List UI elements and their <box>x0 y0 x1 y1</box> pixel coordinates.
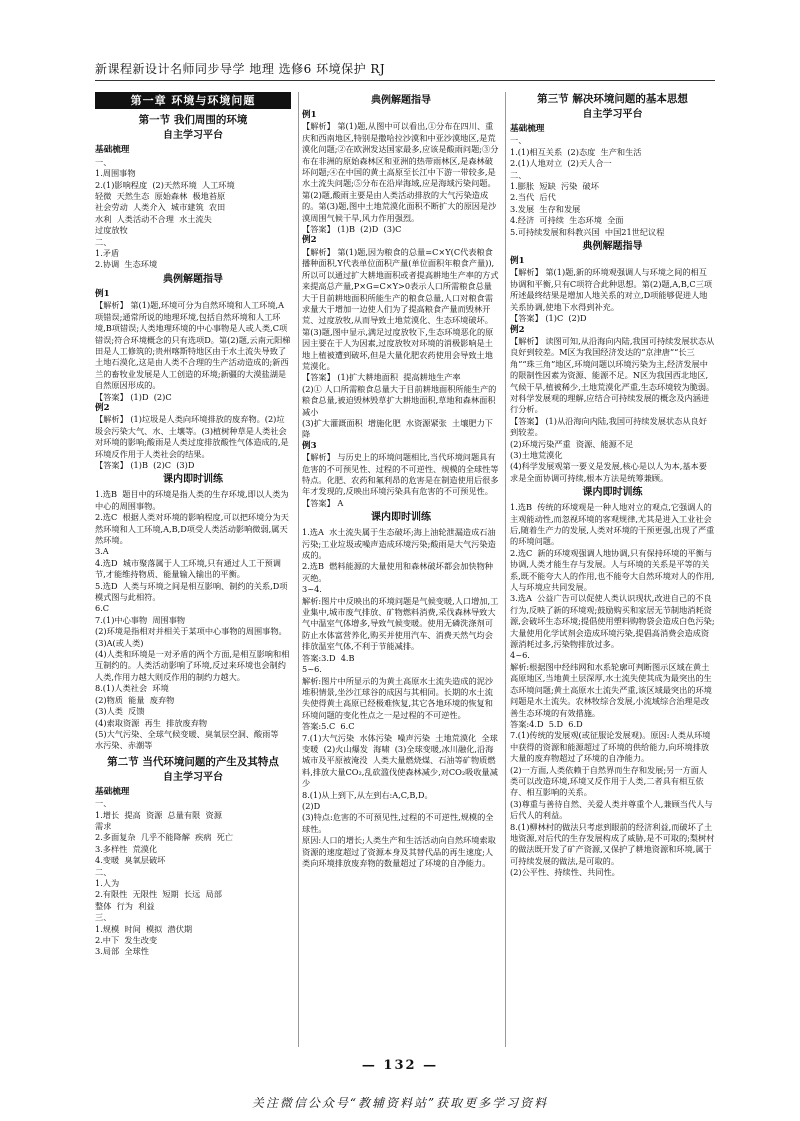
subsection-heading: 课内即时训练 <box>163 474 223 486</box>
text-line: 解析:图片中所显示的为黄土高原水土流失造成的泥沙堆积情景,坐沙江球谷的成因与其相同。长期的水土流失使得黄土高原已经极难恢复,其它各地环境的恢复和环境问题的变化性点之一是过程的不可逆性。 <box>302 675 494 720</box>
examples <box>510 256 715 484</box>
text-line: 1.增长 提高 资源 总量有限 资源 <box>95 809 222 820</box>
text-line: (2)环境是指相对并相关于某项中心事物的周围事物。 <box>95 626 287 637</box>
column-left <box>95 92 291 1092</box>
examples <box>95 289 291 472</box>
section-subtitle: 自主学习平台 <box>582 109 643 120</box>
running-header: 新课程新设计名师同步导学 地理 选修6 环境保护 RJ <box>95 62 386 76</box>
text-line: 4.变暖 臭氧层破坏 <box>95 855 166 866</box>
text-line: (4)索取资源 再生 排放废弃物 <box>95 717 208 728</box>
subsection-heading: 典例解题指导 <box>371 95 431 106</box>
text-line: 2.(1)人地对立 (2)天人合一 <box>510 158 612 169</box>
text-line: 原因:人口的增长;人类生产和生活活动向自然环境索取资源的速度超过了资源本身及其替代品的再生速度;人类向环境排放废弃物的数量超过了环境的自净能力。 <box>302 835 496 868</box>
text-line: 5.可持续发展和科教兴国 中国21世纪议程 <box>510 226 665 237</box>
text-line: 4.选D 城市聚落属于人工环境,只有通过人工干预调节,才能维持物质、能量输入输出的平衡。 <box>95 557 281 580</box>
text-line: 水利 人类活动不合理 水土流失 <box>95 213 212 224</box>
text-line: 【答案】 (1)B (2)C (3)D <box>95 459 195 470</box>
text-line: 解析:根据图中经纬网和水系轮廓可判断图示区域在黄土高原地区,当地黄土层深厚,水土流失使其成为最突出的生态环境问题;黄土高原水土流失严重,该区域最突出的环境问题是水土流失。农林牧综合发展,小流域综合治理是改善生态环境的有效措施。 <box>510 661 712 718</box>
section-title: 第二节 当代环境问题的产生及其特点 <box>107 755 279 768</box>
text-line: 基础梳理 <box>95 145 130 156</box>
section-title: 第一节 我们周围的环境 <box>138 114 248 127</box>
text-line: 整体 行为 利益 <box>95 900 155 911</box>
text-line: 2.选B 燃料能源的大量使用和森林破坏都会加快物种灭绝。 <box>302 561 493 583</box>
text-line: 一、 <box>95 798 112 809</box>
basic-review <box>95 145 291 270</box>
text-line: 【解析】 (1)垃圾是人类向环境排放的废弃物。(2)垃圾会污染大气、水、土壤等。(3)植树种草是人类社会对环境的影响;酸雨是人类过度排放酸性气体造成的,是环境反作用于人类社会的结果。 <box>95 414 289 459</box>
training <box>95 489 291 751</box>
text-line: (3)特点:危害的不可预见性,过程的不可逆性,规模的全球性。 <box>302 812 494 834</box>
text-line: 需求 <box>95 820 112 831</box>
text-line: (2)环境污染严重 资源、能源不足 <box>510 438 634 449</box>
text-line: 2.(1)影响程度 (2)天然环境 人工环境 <box>95 179 235 190</box>
text-line: 答案:5.C 6.C <box>302 721 355 732</box>
text-line: 答案:3.D 4.B <box>302 652 355 663</box>
text-line: 8.(1)柳林村的做法只考虑到眼前的经济利益,而破坏了土地资源,对后代的生存发展构成了威胁,是不可取的;梨树村的做法既开发了矿产资源,又保护了耕地资源和环境,属于可持续发展的做法,是可取的。 <box>510 821 715 866</box>
text-line: (3)扩大灌溉面积 增施化肥 水资源紧张 土壤肥力下降 <box>302 417 493 440</box>
text-line: 【答案】 (1)从沿海向内陆,我国可持续发展状态从良好到较差。 <box>510 415 707 438</box>
text-line: 5.选D 人类与环境之间是相互影响、制约的关系,D项模式图与此相符。 <box>95 580 288 603</box>
text-line: 解析:图片中反映出的环境问题是气候变暖,人口增加,工业集中,城市废气排放、矿物燃料消费,采伐森林导致大气中温室气体增多,导致气候变暖。使用无磷洗涤剂可防止水体富营养化,购买并使用汽车、消费天然气均会排放温室气体,不利于节能减排。 <box>302 595 499 652</box>
text-line: (2)D <box>302 800 321 811</box>
text-line: 答案:4.D 5.D 6.D <box>510 718 583 729</box>
text-line: 7.(1)大气污染 水体污染 噪声污染 土地荒漠化 全球变暖 (2)火山爆发 海啸 (3)全球变暖,冰川融化,沿海城市及平原被淹没 人类大量燃烧煤、石油等矿物质燃料,排放大量CO₂,乱砍滥伐使森林减少,对CO₂吸收量减少 <box>302 732 498 789</box>
text-line: 例2 <box>510 324 525 335</box>
text-line: 1.选B 传统的环境观是一种人地对立的观点,它强调人的主观能动性,而忽视环境的客观规律,尤其是进入工业社会后,随着生产力的发展,人类对环境的干预更强,出现了严重的环境问题。 <box>510 502 715 547</box>
text-line: (2)物质 能量 废弃物 <box>95 694 175 705</box>
text-line: (2)① 人口所需粮食总量大于目前耕地面积所能生产的粮食总量,被迫毁林毁草扩大耕地面积,草地和森林面积减小 <box>302 383 497 417</box>
text-line: 3.多样性 荒漠化 <box>95 843 158 854</box>
text-line: 2.协调 生态环境 <box>95 259 158 270</box>
text-line: 7.(1)中心事物 周围事物 <box>95 614 186 625</box>
text-line: 2.有限性 无限性 短期 长远 局部 <box>95 889 222 900</box>
text-line: 【答案】 (1)D (2)C <box>95 391 172 402</box>
text-line: (3)尊重与善待自然、关爱人类并尊重个人,兼顾当代人与后代人的利益。 <box>510 798 713 821</box>
subsection-heading: 典例解题指导 <box>163 273 223 285</box>
chapter-title: 第一章 环境与环境问题 <box>95 92 291 109</box>
section-title: 第三节 解决环境问题的基本思想 <box>537 93 688 105</box>
text-line: 2.当代 后代 <box>510 192 556 203</box>
text-line: (3)土地荒漠化 <box>510 449 563 460</box>
text-line: 基础梳理 <box>510 124 545 134</box>
basic-review <box>95 787 291 958</box>
text-line: 过度放牧 <box>95 225 128 236</box>
text-line: 社会劳动 人类介入 城市建筑 农田 <box>95 202 226 213</box>
text-line: 3~4. <box>302 584 322 595</box>
subsection-heading: 课内即时训练 <box>371 512 431 524</box>
column-divider <box>505 92 506 1047</box>
text-line: 2.多面复杂 几乎不能降解 疾病 死亡 <box>95 832 234 843</box>
text-line: 4.经济 可持续 生态环境 全面 <box>510 215 624 226</box>
text-line: 例1 <box>95 288 110 299</box>
text-line: 【答案】 A <box>302 497 344 508</box>
text-line: 1.矛盾 <box>95 248 120 259</box>
text-line: 7.(1)传统的发展观(或征服论发展观)。原因:人类从环境中获得的资源和能源超过了环境的供给能力,向环境排放大量的废弃物超过了环境的自净能力。 <box>510 730 711 764</box>
page-number: — 132 — <box>361 1058 439 1073</box>
text-line: 基础梳理 <box>95 786 130 797</box>
text-line: 1.选B 题目中的环境是指人类的生存环境,即以人类为中心的周围事物。 <box>95 489 289 511</box>
text-line: 1.选A 水土流失属于生态破坏;海上油轮泄漏造成石油污染;工业垃圾或噪声造成环境污染;酸雨是大气污染造成的。 <box>302 527 496 561</box>
text-line: 例3 <box>302 440 317 451</box>
text-line: 3.选A 公益广告可以促使人类认识现状,改进自己的不良行为,反映了新的环境观;鼓励购买和家居无节制地消耗资源,会破坏生态环境;提倡使用塑料购物袋会造成白色污染;大量使用化学试剂会造成环境污染,提倡高消费会造成资源消耗过多,污染物排放过多。 <box>510 593 715 650</box>
text-line: 例2 <box>95 402 110 413</box>
text-line: 2.选C 新的环境观强调人地协调,只有保持环境的平衡与协调,人类才能生存与发展。人与环境的关系是平等的关系,既不能夸大人的作用,也不能夸大自然环境对人的作用,人与环境应共同发展。 <box>510 547 715 593</box>
column-middle <box>302 92 500 1092</box>
text-line: 1.人为 <box>95 877 120 888</box>
text-line: (3)A(或人类) <box>95 637 144 648</box>
footer-note: 关注微信公众号“教辅资料站”获取更多学习资料 <box>251 1096 549 1110</box>
text-line: 三、 <box>95 912 112 923</box>
text-line: 3.发展 生存和发展 <box>510 203 581 214</box>
text-line: (4)科学发展观第一要义是发展,核心是以人为本,基本要求是全面协调可持续,根本方法是统筹兼顾。 <box>510 461 707 483</box>
examples <box>302 110 500 509</box>
text-line: 4~6. <box>510 650 530 661</box>
text-line: (3)人类 反馈 <box>95 706 145 717</box>
text-line: 2.中下 发生改变 <box>95 935 158 945</box>
header-rule <box>95 80 715 81</box>
text-line: 【解析】 第(1)题,环境可分为自然环境和人工环境,A项错误;通常所说的地理环境,包括自然环境和人工环境,B项错误;人类地理环境的中心事物是人或人类,C项错误;符合环境概念的只有选项D。第(2)题,云南元阳梯田是人工修筑的;贵州喀斯特地区由于水土流失导致了土地石漠化,这是由人类不合理的生产活动造成的;新西兰的畜牧业发展是人工创造的环境;新疆的大漠盐湖是自然原因形成的。 <box>95 300 291 391</box>
text-line: 二、 <box>510 169 527 180</box>
text-line: (5)大气污染、全球气候变暖、臭氧层空洞、酸雨等 水污染、赤潮等 <box>95 728 284 751</box>
training <box>510 502 715 878</box>
text-line: 1.规模 时间 模拟 潜伏期 <box>95 923 193 934</box>
text-line: 2.选C 根据人类对环境的影响程度,可以把环境分为天然环境和人工环境,A,B,D项受人类活动影响微弱,属天然环境。 <box>95 512 289 545</box>
text-line: 【解析】 第(1)题,从图中可以看出,①分布在四川、重庆和西南地区,特别是撒哈拉沙漠和中亚沙漠地区,是荒漠化问题;②在欧洲发达国家最多,应该是酸雨问题;③分布在非洲的原始森林区和亚洲的热带雨林区,是森林破坏问题;④在中国的黄土高原至长江中下游一带较多,是水土流失问题;⑤分布在沿岸海域,应是海域污染问题。第(2)题,酸雨主要是由人类活动排放的大气污染造成的。第(3)题,图中土地荒漠化面积不断扩大的原因是沙漠周围气候干旱,风力作用强烈。 <box>302 121 499 223</box>
text-line: 【答案】 (1)扩大耕地面积 提高耕地生产率 <box>302 372 461 383</box>
text-line: 【解析】 读图可知,从沿海向内陆,我国可持续发展状态从良好到较差。M区为我国经济发达的“京津唐”“长三角”“珠三角”地区,环境问题以环境污染为主,经济发展中的限制性因素为资源、能源不足。N区为我国西北地区,气候干旱,植被稀少,土地荒漠化严重,生态环境较为脆弱。对科学发展观的理解,应结合可持续发展的概念及内涵进行分析。 <box>510 335 715 415</box>
text-line: 例1 <box>302 110 317 120</box>
text-line: 【答案】 (1)C (2)D <box>510 313 587 324</box>
subsection-heading: 典例解题指导 <box>582 241 643 253</box>
basic-review <box>510 124 715 238</box>
text-line: 5~6. <box>302 664 322 675</box>
text-line: 1.膨胀 短缺 污染 破坏 <box>510 181 599 192</box>
text-line: (4)人类和环境是一对矛盾的两个方面,是相互影响和相互制约的。人类活动影响了环境,反过来环境也会制约人类,作用力越大则反作用的制约力越大。 <box>95 649 290 682</box>
column-right <box>510 92 715 1092</box>
training <box>302 527 500 869</box>
column-divider <box>298 92 299 1047</box>
text-line: 例2 <box>302 235 317 246</box>
section-subtitle: 自主学习平台 <box>163 130 223 142</box>
text-line: 一、 <box>95 156 112 167</box>
text-line: 3.A <box>95 546 109 557</box>
text-line: 8.(1)人类社会 环境 <box>95 683 169 694</box>
text-line: 二、 <box>95 866 112 877</box>
text-line: 一、 <box>510 135 527 146</box>
section-subtitle: 自主学习平台 <box>163 771 223 783</box>
text-line: (2)公平性、持续性、共同性。 <box>510 867 620 878</box>
text-line: 8.(1)从上到下,从左到右:A,C,B,D。 <box>302 789 433 800</box>
text-line: 例1 <box>510 256 525 267</box>
text-line: 3.局部 全球性 <box>95 946 149 957</box>
text-line: 1.(1)相互关系 (2)态度 生产和生活 <box>510 146 642 157</box>
text-line: 二、 <box>95 236 112 247</box>
subsection-heading: 课内即时训练 <box>582 487 643 499</box>
text-line: (2)一方面,人类依赖于自然界而生存和发展;另一方面人类可以改造环境,环境又反作用于人类,二者具有相互依存、相互影响的关系。 <box>510 764 708 798</box>
text-line: 【解析】 第(1)题,新的环境观强调人与环境之间的相互协调和平衡,只有C项符合此种思想。第(2)题,A,B,C三项所述最终结果是增加人地关系的对立,D项能够促进人地关系协调,使地下水得到补充。 <box>510 267 713 312</box>
text-line: 轻微 天然生态 原始森林 极地苔原 <box>95 191 226 202</box>
text-line: 6.C <box>95 603 110 614</box>
text-line: 1.周围事物 <box>95 168 136 179</box>
text-line: 【答案】 (1)B (2)D (3)C <box>302 224 402 235</box>
text-line: 【解析】 与历史上的环境问题相比,当代环境问题具有危害的不可预见性、过程的不可逆性、规模的全球性等特点。化肥、农药和氟利昂的危害是在制造使用后很多年才发现的,反映出环境污染具有危害的不可预见性。 <box>302 452 499 497</box>
text-line: 【解析】 第(1)题,因为粮食的总量=C×Y(C代表粮食播种面积,Y代表单位面积产量(单位面积年粮食产量)),所以可以通过扩大耕地面积或者提高耕地生产率的方式来提高总产量,P×G=C×Y>0表示人口所需粮食总量大于目前耕地面积所能生产的粮食总量,人口对粮食需求量大于增加一边使人们为了提高粮食产量而毁林开荒、过度放牧,从而导致土地荒漠化、生态环境破坏。第(3)题,图中显示,满足过度放牧下,生态环境恶化的原因主要在于人为因素,过度放牧对环境的消极影响是土地上植被遭到破坏,但是大量化肥农药使用会导致土地荒漠化。 <box>302 246 499 371</box>
